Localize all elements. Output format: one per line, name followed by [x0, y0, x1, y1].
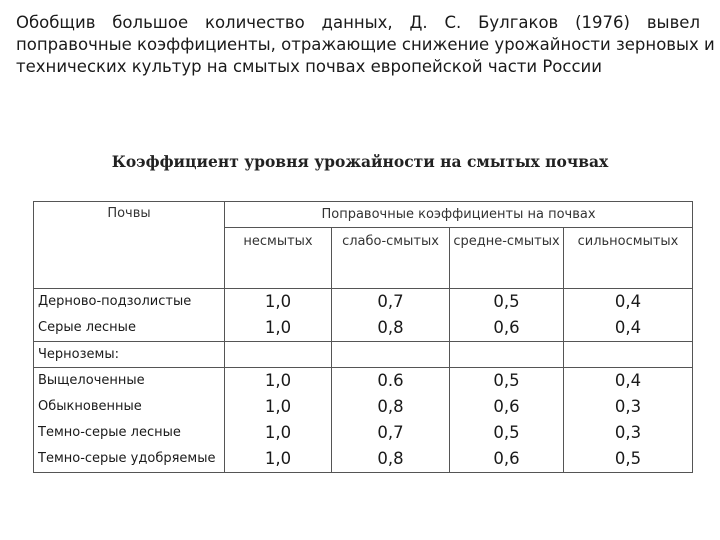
group1-col-weakly [332, 289, 450, 342]
header-coefficients-group: Поправочные коэффициенты на почвах [225, 202, 693, 228]
intro-line-2: поправочные коэффициенты, отражающие снижение урожайности зерновых и [16, 35, 715, 54]
chernozem-label: Черноземы: [34, 342, 225, 368]
soil-label: Дерново-подзолистые [38, 294, 192, 309]
header-soils: Почвы [34, 202, 225, 289]
value-cell: 0,5 [493, 371, 520, 390]
value-cell: 1,0 [264, 318, 292, 337]
value-cell: 0,6 [493, 318, 520, 337]
value-cell: 1,0 [264, 371, 292, 390]
value-cell: 0,6 [493, 449, 520, 468]
soil-label: Выщелоченные [38, 373, 145, 388]
value-cell: 0.6 [377, 371, 404, 390]
value-cell: 0,7 [377, 423, 404, 442]
group2-col-unwashed [225, 368, 332, 473]
value-cell: 0,8 [377, 449, 404, 468]
soil-label: Обыкновенные [38, 399, 142, 414]
header-col-medium-washed: средне-смытых [450, 228, 564, 289]
value-cell: 0,6 [493, 397, 520, 416]
table-caption: Коэффициент уровня урожайности на смытых почвах [111, 152, 609, 171]
soil-label: Серые лесные [38, 320, 136, 335]
value-cell: 0,3 [614, 397, 642, 416]
header-col-unwashed: несмытых [225, 228, 332, 289]
value-cell: 0,8 [377, 318, 404, 337]
table-row-group1 [34, 289, 693, 342]
group2-col-weakly [332, 368, 450, 473]
table-row-group2 [34, 368, 693, 473]
value-cell: 0,4 [614, 292, 642, 311]
intro-line-3: технических культур на смытых почвах европейской части России [16, 57, 602, 76]
value-cell: 1,0 [264, 292, 292, 311]
value-cell: 0,4 [614, 371, 642, 390]
soil-label: Темно-серые лесные [38, 425, 181, 440]
group2-col-strongly [564, 368, 693, 473]
group2-soils [34, 368, 225, 473]
intro-line-1: Обобщив большое количество данных, Д. С. Булгаков (1976) вывел [16, 13, 700, 32]
coefficient-table [33, 201, 693, 473]
value-cell: 1,0 [264, 397, 292, 416]
table-row-chernozem-label [34, 342, 693, 368]
value-cell: 0,8 [377, 397, 404, 416]
value-cell: 0,7 [377, 292, 404, 311]
group1-soils [34, 289, 225, 342]
value-cell: 0,4 [614, 318, 642, 337]
group1-col-unwashed [225, 289, 332, 342]
empty-cell [450, 342, 564, 368]
value-cell: 0,3 [614, 423, 642, 442]
group2-col-medium [450, 368, 564, 473]
value-cell: 0,5 [493, 292, 520, 311]
empty-cell [332, 342, 450, 368]
group1-col-strongly [564, 289, 693, 342]
value-cell: 0,5 [614, 449, 642, 468]
header-col-weakly-washed: слабо-смытых [332, 228, 450, 289]
header-col-strongly-washed: сильносмытых [564, 228, 693, 289]
value-cell: 1,0 [264, 423, 292, 442]
value-cell: 1,0 [264, 449, 292, 468]
empty-cell [564, 342, 693, 368]
soil-label: Темно-серые удобряемые [38, 451, 216, 466]
intro-paragraph [16, 12, 715, 78]
value-cell: 0,5 [493, 423, 520, 442]
group1-col-medium [450, 289, 564, 342]
empty-cell [225, 342, 332, 368]
